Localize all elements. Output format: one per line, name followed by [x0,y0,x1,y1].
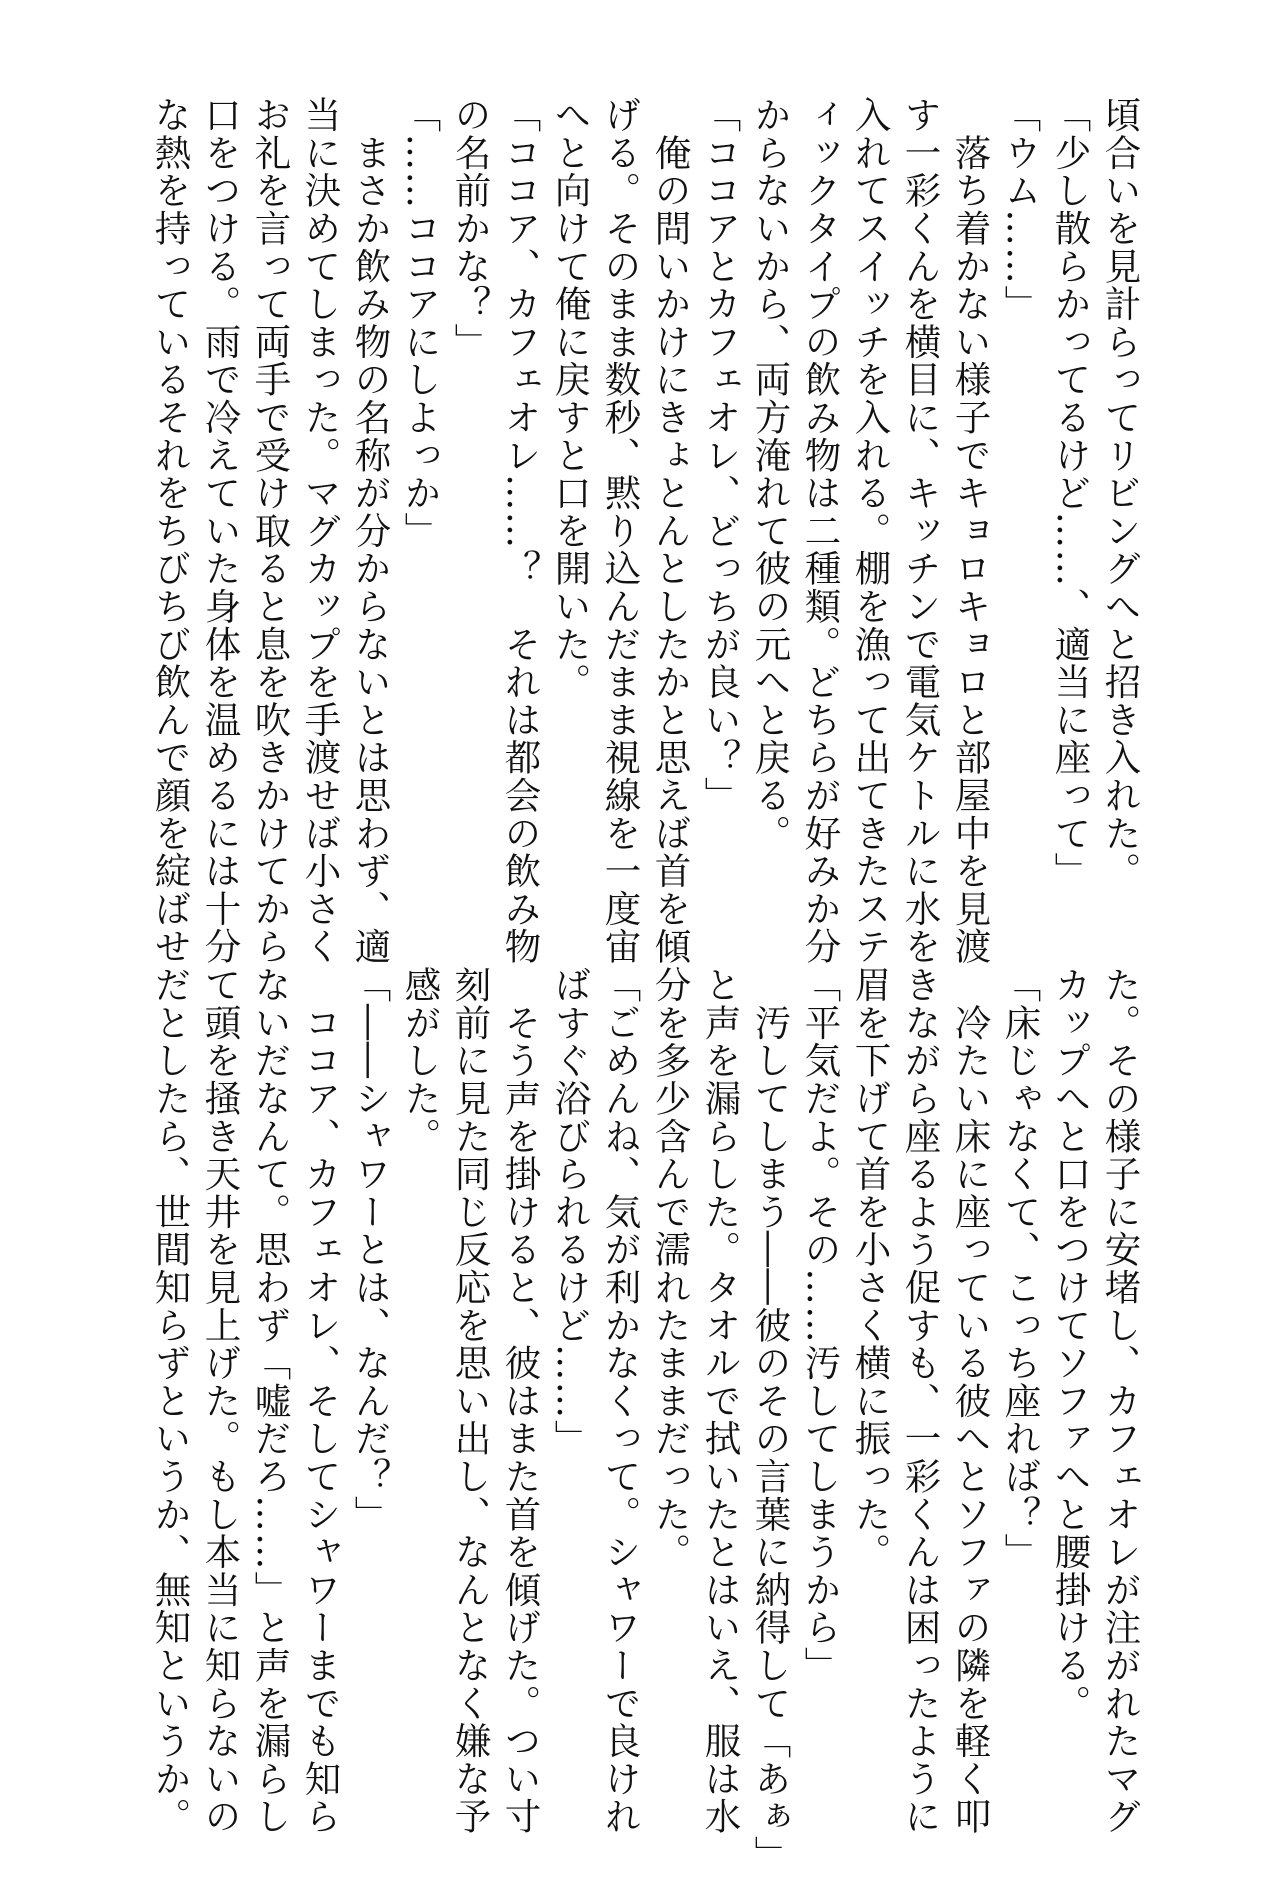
text-line: 「ウム……」 [999,96,1042,323]
text-line: 「ごめんね、気が利かなくって。シャワーで良けれ [599,966,642,1836]
text-line: 頃合いを見計らってリビングへと招き入れた。 [1099,96,1142,890]
text-line: な熱を持っているそれをちびちび飲んで顔を綻ばせ [149,96,192,966]
text-line: 「ココア、カフェオレ……？ それは都会の飲み物 [499,96,542,966]
text-line: へと向けて俺に戻すと口を開いた。 [549,96,592,701]
text-line: 当に決めてしまった。マグカップを手渡せば小さく [299,96,342,966]
text-line: そう声を掛けると、彼はまた首を傾げた。つい寸 [499,966,542,1836]
text-line: 落ち着かない様子でキョロキョロと部屋中を見渡 [949,96,992,966]
text-line: 眉を下げて首を小さく横に振った。 [849,966,892,1571]
text-line: 俺の問いかけにきょとんとしたかと思えば首を傾 [649,96,692,966]
text-line: げる。そのまま数秒、黙り込んだまま視線を一度宙 [599,96,642,966]
text-line: まさか飲み物の名称が分からないとは思わず、適 [349,96,392,966]
text-block-upper [145,96,1145,966]
text-line: 冷たい床に座っている彼へとソファの隣を軽く叩 [949,966,992,1836]
text-line: 感がした。 [399,966,442,1155]
text-line: お礼を言って両手で受け取ると息を吹きかけてから [249,96,292,966]
text-line: 汚してしまう――彼のその言葉に納得して「あぁ」 [749,966,792,1874]
text-line: す一彩くんを横目に、キッチンで電気ケトルに水を [899,96,942,966]
text-line: 「……ココアにしよっか」 [399,96,442,550]
text-line: 入れてスイッチを入れる。棚を漁って出てきたステ [849,96,892,966]
text-line: ないだなんて。思わず「嘘だろ……」と声を漏らし [249,966,292,1836]
text-line: ィックタイプの飲み物は二種類。どちらが好みか分 [799,96,842,966]
text-line: 「少し散らかってるけど……、適当に座って」 [1049,96,1092,890]
text-line: て頭を掻き天井を見上げた。もし本当に知らないの [199,966,242,1836]
text-line: ばすぐ浴びられるけど……」 [549,966,592,1458]
text-line: と声を漏らした。タオルで拭いたとはいえ、服は水 [699,966,742,1836]
text-line: ココア、カフェオレ、そしてシャワーまでも知ら [299,966,342,1836]
text-block-lower [145,966,1145,1874]
text-line: 「ココアとカフェオレ、どっちが良い？」 [699,96,742,815]
text-line: 「平気だよ。その……汚してしまうから」 [799,966,842,1685]
text-line: だとしたら、世間知らずというか、無知というか。 [149,966,192,1836]
text-line: 刻前に見た同じ反応を思い出し、なんとなく嫌な予 [449,966,492,1836]
text-line: 口をつける。雨で冷えていた身体を温めるには十分 [199,96,242,966]
text-line: カップへと口をつけてソファへと腰掛ける。 [1049,966,1092,1722]
text-line: た。その様子に安堵し、カフェオレが注がれたマグ [1099,966,1142,1836]
text-line: の名前かな？」 [449,96,492,361]
text-line: 「床じゃなくて、こっち座れば？」 [999,966,1042,1571]
text-line: きながら座るよう促すも、一彩くんは困ったように [899,966,942,1836]
text-line: 分を多少含んで濡れたままだった。 [649,966,692,1571]
text-line: からないから、両方淹れて彼の元へと戻る。 [749,96,792,852]
text-line: 「――シャワーとは、なんだ？」 [349,966,392,1533]
